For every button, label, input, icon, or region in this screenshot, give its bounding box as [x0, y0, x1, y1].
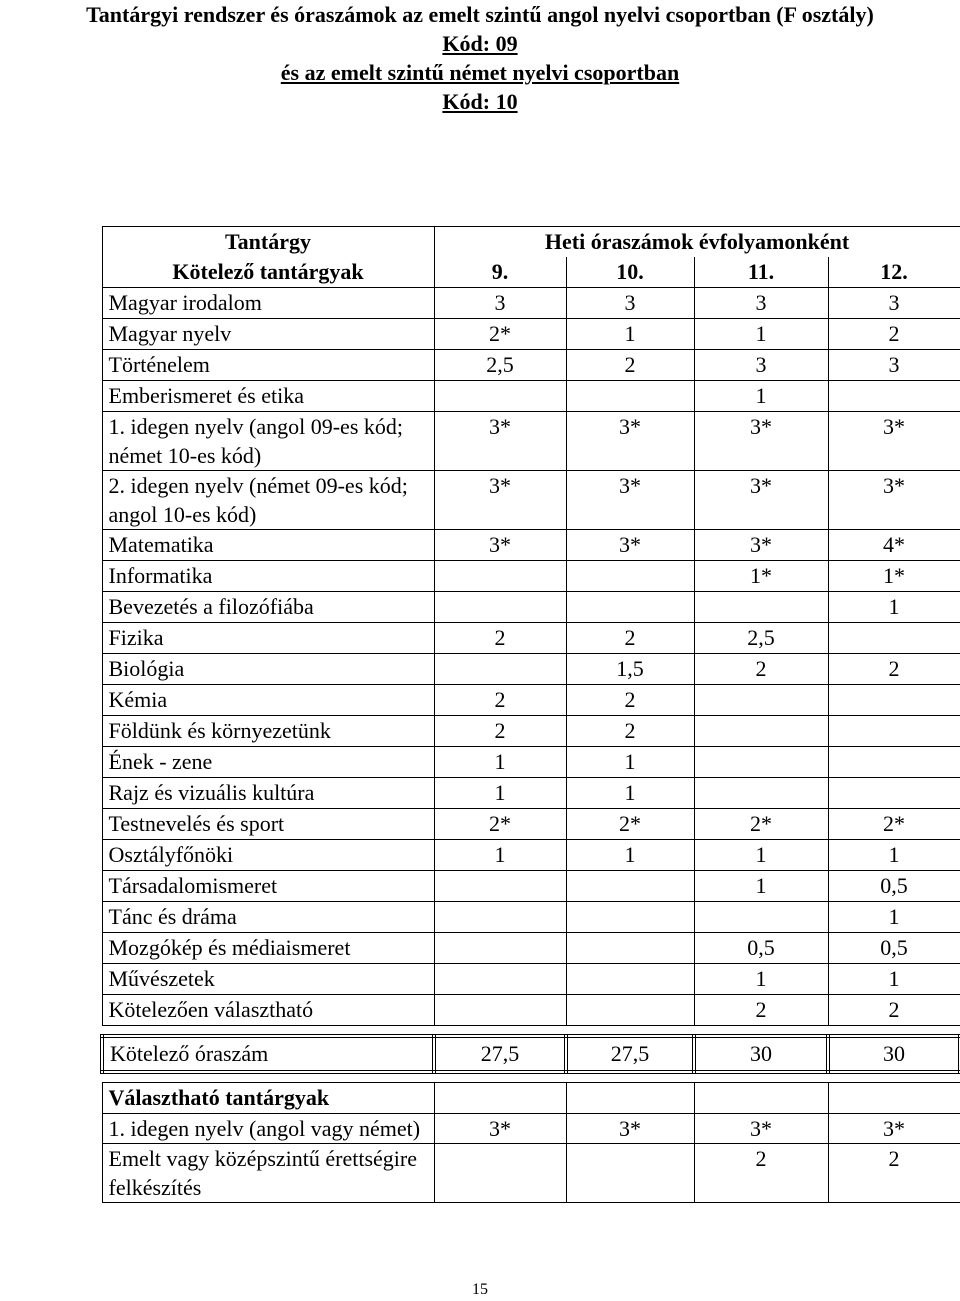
hours-cell: 3: [434, 288, 566, 319]
hours-cell: 3*: [434, 1114, 566, 1144]
page-number: 15: [472, 1281, 488, 1298]
hours-cell: [828, 716, 960, 747]
hours-cell: 1*: [828, 561, 960, 592]
hours-cell: 1: [434, 778, 566, 809]
hours-cell: 3: [828, 350, 960, 381]
hours-cell: 2,5: [694, 623, 828, 654]
hours-cell: 1: [694, 381, 828, 412]
subject-cell: 1. idegen nyelv (angol vagy német): [102, 1114, 434, 1144]
hours-cell: 3: [828, 288, 960, 319]
hours-cell: 2*: [828, 809, 960, 840]
subject-cell: Művészetek: [102, 964, 434, 995]
grade-10: 10.: [566, 257, 694, 288]
table-row: [102, 933, 960, 964]
hours-cell: [694, 685, 828, 716]
table-row: [102, 530, 960, 561]
hours-cell: 2: [828, 1144, 960, 1203]
table-row: [102, 871, 960, 902]
table-row: [102, 840, 960, 871]
hours-cell: 2: [828, 654, 960, 685]
table-row: [102, 592, 960, 623]
hours-cell: 0,5: [694, 933, 828, 964]
subject-cell: Fizika: [102, 623, 434, 654]
subject-cell: Történelem: [102, 350, 434, 381]
hours-cell: 2,5: [434, 350, 566, 381]
subject-cell: Tánc és dráma: [102, 902, 434, 933]
table-row: [102, 964, 960, 995]
hours-cell: 3: [566, 288, 694, 319]
subject-cell: Mozgókép és médiaismeret: [102, 933, 434, 964]
hours-cell: [566, 964, 694, 995]
subject-cell: Kötelezően választható: [102, 995, 434, 1026]
hours-cell: 2: [566, 623, 694, 654]
subject-cell: Osztályfőnöki: [102, 840, 434, 871]
hours-cell: 1: [694, 840, 828, 871]
heading-code-10: Kód: 10: [442, 89, 518, 114]
hours-cell: 2: [434, 623, 566, 654]
hours-cell: [566, 592, 694, 623]
header-required: Kötelező tantárgyak: [102, 257, 434, 288]
hours-cell: 3*: [694, 530, 828, 561]
hours-cell: [566, 995, 694, 1026]
hours-cell: 2: [694, 654, 828, 685]
hours-cell: 27,5: [434, 1036, 566, 1072]
hours-cell: 3*: [434, 530, 566, 561]
subject-cell: Testnevelés és sport: [102, 809, 434, 840]
hours-cell: 2: [828, 995, 960, 1026]
subject-cell: Ének - zene: [102, 747, 434, 778]
heading-subtitle: és az emelt szintű német nyelvi csoportban: [280, 60, 680, 85]
hours-cell: 2: [694, 995, 828, 1026]
hours-cell: [694, 592, 828, 623]
hours-cell: 1: [566, 319, 694, 350]
hours-cell: 3*: [566, 1114, 694, 1144]
heading-code-09: Kód: 09: [442, 31, 518, 56]
spacer-cell: [102, 1026, 960, 1037]
hours-cell: 4*: [828, 530, 960, 561]
hours-cell: [434, 871, 566, 902]
hours-cell: 3*: [694, 412, 828, 471]
hours-cell: [828, 747, 960, 778]
subject-cell: Biológia: [102, 654, 434, 685]
hours-cell: 3: [694, 288, 828, 319]
hours-cell: [434, 995, 566, 1026]
subject-cell: Kémia: [102, 685, 434, 716]
hours-cell: [434, 654, 566, 685]
subject-cell: Matematika: [102, 530, 434, 561]
hours-cell: [434, 592, 566, 623]
hours-cell: [434, 964, 566, 995]
hours-cell: [434, 381, 566, 412]
table-row: [102, 778, 960, 809]
hours-cell: 1: [694, 871, 828, 902]
hours-cell: 3*: [828, 412, 960, 471]
hours-cell: 1: [828, 902, 960, 933]
table-row: [102, 288, 960, 319]
hours-cell: [828, 381, 960, 412]
hours-cell: 3*: [566, 412, 694, 471]
table-row: [102, 809, 960, 840]
hours-cell: 2: [566, 716, 694, 747]
hours-cell: [566, 381, 694, 412]
hours-cell: 3: [694, 350, 828, 381]
subject-cell: Földünk és környezetünk: [102, 716, 434, 747]
table-row: [102, 623, 960, 654]
hours-cell: 1: [694, 319, 828, 350]
hours-cell: [694, 902, 828, 933]
header-grades-row: [102, 257, 960, 288]
hours-cell: 0,5: [828, 933, 960, 964]
hours-cell: 3*: [828, 1114, 960, 1144]
subject-cell: Magyar nyelv: [102, 319, 434, 350]
header-subject: Tantárgy: [102, 227, 434, 258]
hours-cell: [434, 902, 566, 933]
subject-cell: 2. idegen nyelv (német 09-es kód; angol 10-es kód): [102, 471, 434, 530]
optional-header: Választható tantárgyak: [102, 1083, 434, 1114]
hours-cell: 1: [828, 964, 960, 995]
table-row: [102, 995, 960, 1026]
hours-cell: [828, 623, 960, 654]
hours-cell: [566, 1144, 694, 1203]
table-row: [102, 1114, 960, 1144]
spacer-cell: [102, 1072, 960, 1083]
hours-cell: [434, 561, 566, 592]
hours-cell: 2: [566, 350, 694, 381]
hours-cell: 1: [828, 840, 960, 871]
heading-title: Tantárgyi rendszer és óraszámok az emelt szintű angol nyelvi csoportban (F osztály): [86, 2, 874, 27]
hours-cell: [694, 716, 828, 747]
hours-cell: 3*: [694, 471, 828, 530]
table-row: [102, 412, 960, 471]
table-row: [102, 561, 960, 592]
table-row: [102, 471, 960, 530]
subject-cell: Emberismeret és etika: [102, 381, 434, 412]
subject-cell: Társadalomismeret: [102, 871, 434, 902]
hours-cell: 3*: [566, 471, 694, 530]
hours-cell: [694, 778, 828, 809]
hours-cell: 0,5: [828, 871, 960, 902]
table-row: [102, 319, 960, 350]
hours-cell: 1: [434, 747, 566, 778]
table-row: [102, 1144, 960, 1203]
hours-cell: [566, 902, 694, 933]
hours-cell: 3*: [566, 530, 694, 561]
hours-cell: 30: [694, 1036, 828, 1072]
empty-cell: [828, 1083, 960, 1114]
table-row: [102, 716, 960, 747]
hours-cell: 3*: [828, 471, 960, 530]
hours-cell: 1: [694, 964, 828, 995]
header-hours: Heti óraszámok évfolyamonként: [434, 227, 960, 258]
grade-11: 11.: [694, 257, 828, 288]
grade-9: 9.: [434, 257, 566, 288]
hours-cell: 1*: [694, 561, 828, 592]
hours-cell: 1,5: [566, 654, 694, 685]
empty-cell: [434, 1083, 566, 1114]
hours-cell: 27,5: [566, 1036, 694, 1072]
subject-cell: Kötelező óraszám: [102, 1036, 434, 1072]
table-row: [102, 654, 960, 685]
header-row: [102, 227, 960, 258]
optional-header-row: [102, 1083, 960, 1114]
table-row: [102, 1036, 960, 1072]
hours-cell: [566, 933, 694, 964]
hours-cell: [434, 1144, 566, 1203]
hours-cell: 2: [828, 319, 960, 350]
hours-cell: 2: [434, 716, 566, 747]
table-row: [102, 902, 960, 933]
spacer-row: [102, 1072, 960, 1083]
table-row: [102, 381, 960, 412]
subject-cell: Magyar irodalom: [102, 288, 434, 319]
empty-cell: [566, 1083, 694, 1114]
hours-cell: 3*: [434, 471, 566, 530]
hours-cell: 2*: [566, 809, 694, 840]
hours-cell: 2: [566, 685, 694, 716]
hours-cell: [694, 747, 828, 778]
grade-12: 12.: [828, 257, 960, 288]
hours-cell: 2: [434, 685, 566, 716]
hours-cell: 2*: [434, 319, 566, 350]
hours-cell: 1: [828, 592, 960, 623]
hours-cell: 3*: [434, 412, 566, 471]
subject-cell: 1. idegen nyelv (angol 09-es kód; német 10-es kód): [102, 412, 434, 471]
hours-cell: [566, 561, 694, 592]
hours-cell: 2*: [434, 809, 566, 840]
subject-cell: Rajz és vizuális kultúra: [102, 778, 434, 809]
hours-cell: [434, 933, 566, 964]
hours-cell: 2: [694, 1144, 828, 1203]
subject-cell: Bevezetés a filozófiába: [102, 592, 434, 623]
table-row: [102, 685, 960, 716]
document-heading: [0, 0, 960, 116]
hours-cell: 30: [828, 1036, 960, 1072]
table-row: [102, 350, 960, 381]
subject-cell: Informatika: [102, 561, 434, 592]
hours-cell: 1: [566, 778, 694, 809]
table-row: [102, 747, 960, 778]
empty-cell: [694, 1083, 828, 1114]
subject-cell: Emelt vagy középszintű érettségire felkészítés: [102, 1144, 434, 1203]
hours-cell: 2*: [694, 809, 828, 840]
hours-cell: 1: [566, 747, 694, 778]
hours-cell: 3*: [694, 1114, 828, 1144]
hours-cell: [828, 778, 960, 809]
hours-cell: [828, 685, 960, 716]
hours-cell: 1: [434, 840, 566, 871]
spacer-row: [102, 1026, 960, 1037]
hours-cell: [566, 871, 694, 902]
hours-cell: 1: [566, 840, 694, 871]
curriculum-table: [100, 226, 960, 1203]
